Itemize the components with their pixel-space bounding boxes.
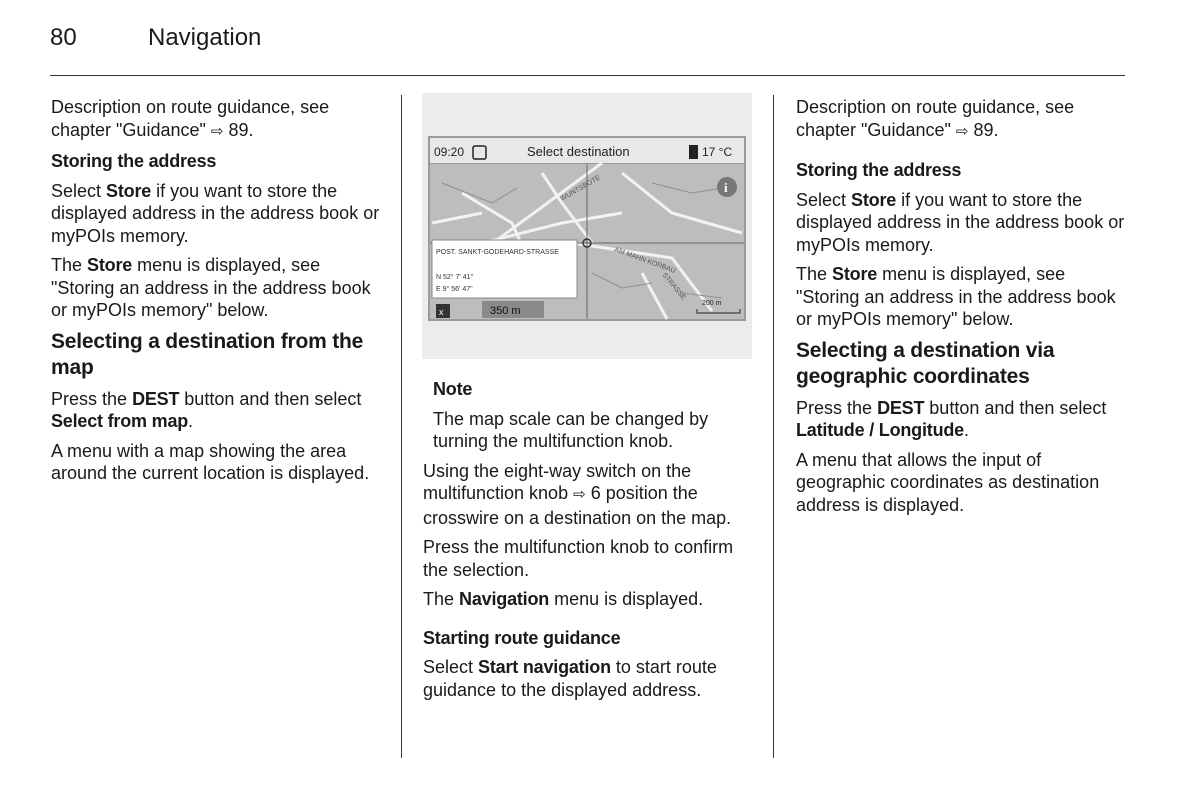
text: button and then select: [929, 397, 1107, 418]
text: Using the eight-way switch on the multifunction knob: [423, 460, 692, 503]
subheading-storing: Storing the address: [796, 160, 962, 180]
bold-term: Store: [832, 264, 878, 284]
scale-large-label: 350 m: [490, 305, 521, 317]
bold-term: Latitude / Longitude: [796, 420, 964, 440]
column-left: [51, 96, 386, 492]
text: 6 position the crosswire on a destination on the map.: [423, 483, 732, 528]
longitude-text: E 9° 56' 47": [436, 286, 473, 293]
paragraph-eight-way: [423, 460, 763, 530]
reference-arrow-icon: ⇨: [573, 486, 586, 503]
screen-title: Select destination: [527, 144, 630, 159]
note-heading: Note: [433, 379, 473, 399]
bold-term: Store: [87, 255, 133, 275]
text: .: [188, 411, 194, 431]
paragraph-store: [51, 180, 386, 248]
bold-term: DEST: [877, 397, 925, 418]
street-label-2: AM MAHN KORBAU: [613, 246, 677, 275]
text: The: [423, 589, 455, 609]
text: .: [963, 420, 969, 440]
text: if you want to store the displayed address in the address book or myPOIs memory.: [796, 189, 1125, 255]
note-text: The map scale can be changed by turning the multifunction knob.: [433, 408, 709, 451]
text: if you want to store the displayed address in the address book or myPOIs memory.: [51, 180, 380, 246]
text: Select: [423, 657, 474, 677]
reference-arrow-icon: ⇨: [955, 122, 969, 140]
address-text: POST. SANKT-GODEHARD-STRASSE: [436, 249, 559, 256]
text: Description on route guidance, see chapter "Guidance": [51, 97, 330, 140]
street-label-3: STRASSE: [660, 271, 687, 302]
text: menu is displayed, see "Storing an address in the address book or myPOIs memory" below.: [796, 264, 1116, 329]
section-title: Navigation: [148, 24, 262, 51]
screen-temperature: 17 °C: [702, 145, 733, 159]
text: Select: [51, 180, 102, 201]
text: button and then select: [184, 388, 362, 409]
paragraph-guidance-ref: [51, 96, 386, 143]
screen-time: 09:20: [434, 145, 465, 159]
text: Press the: [796, 397, 873, 418]
paragraph-start-navigation: [423, 656, 763, 701]
temperature-icon: [689, 145, 698, 159]
bold-term: Select from map: [51, 411, 189, 431]
paragraph-store: [796, 189, 1126, 257]
paragraph-store-menu: [796, 263, 1126, 331]
bold-term: DEST: [132, 388, 180, 409]
bold-term: Store: [106, 180, 152, 201]
page-ref: 89.: [228, 119, 254, 140]
subheading-starting: Starting route guidance: [423, 627, 621, 648]
screen-illustration: [422, 93, 752, 359]
text: Select: [796, 189, 847, 210]
text: Press the: [51, 388, 128, 409]
subheading-storing: Storing the address: [51, 151, 217, 171]
scale-small-label: 200 m: [702, 300, 722, 307]
text: Description on route guidance, see chapter "Guidance": [796, 97, 1075, 140]
text: menu is displayed, see "Storing an address in the address book or myPOIs memory" below.: [51, 255, 371, 320]
street-label-1: WUNTSBOTE: [559, 174, 602, 203]
bold-term: Store: [851, 189, 897, 210]
paragraph-guidance-ref: [796, 96, 1126, 143]
text: The: [796, 264, 828, 284]
navigation-screen: [422, 93, 752, 359]
column-divider-2: [773, 95, 774, 758]
exit-glyph: x: [439, 307, 444, 317]
paragraph-store-menu: [51, 254, 386, 322]
header-rule: [50, 75, 1125, 76]
reference-arrow-icon: ⇨: [210, 122, 224, 140]
paragraph-press-dest: [796, 397, 1126, 442]
text: The: [51, 255, 83, 275]
paragraph-navigation-menu: [423, 588, 763, 611]
paragraph-press-dest: [51, 388, 386, 433]
paragraph-press-knob: Press the multifunction knob to confirm the selection.: [423, 537, 734, 580]
info-glyph: i: [724, 180, 728, 195]
bold-term: Navigation: [459, 589, 550, 609]
heading-select-from-map: Selecting a destination from the map: [51, 329, 364, 379]
column-right: [796, 96, 1126, 523]
paragraph-map-menu: A menu with a map showing the area around the current location is displayed.: [51, 440, 370, 483]
note-box: [433, 378, 763, 453]
bold-term: Start navigation: [478, 657, 611, 677]
page-number: 80: [50, 24, 77, 51]
text: menu is displayed.: [554, 589, 704, 609]
column-divider-1: [401, 95, 402, 758]
column-middle: [423, 378, 763, 708]
latitude-text: N 52° 7' 41": [436, 274, 473, 281]
paragraph-geo-menu: A menu that allows the input of geographic coordinates as destination address is displayed.: [796, 449, 1100, 515]
heading-geographic-coordinates: Selecting a destination via geographic coordinates: [796, 338, 1055, 388]
page-ref: 89.: [973, 119, 999, 140]
text: to start route guidance to the displayed address.: [423, 657, 717, 700]
